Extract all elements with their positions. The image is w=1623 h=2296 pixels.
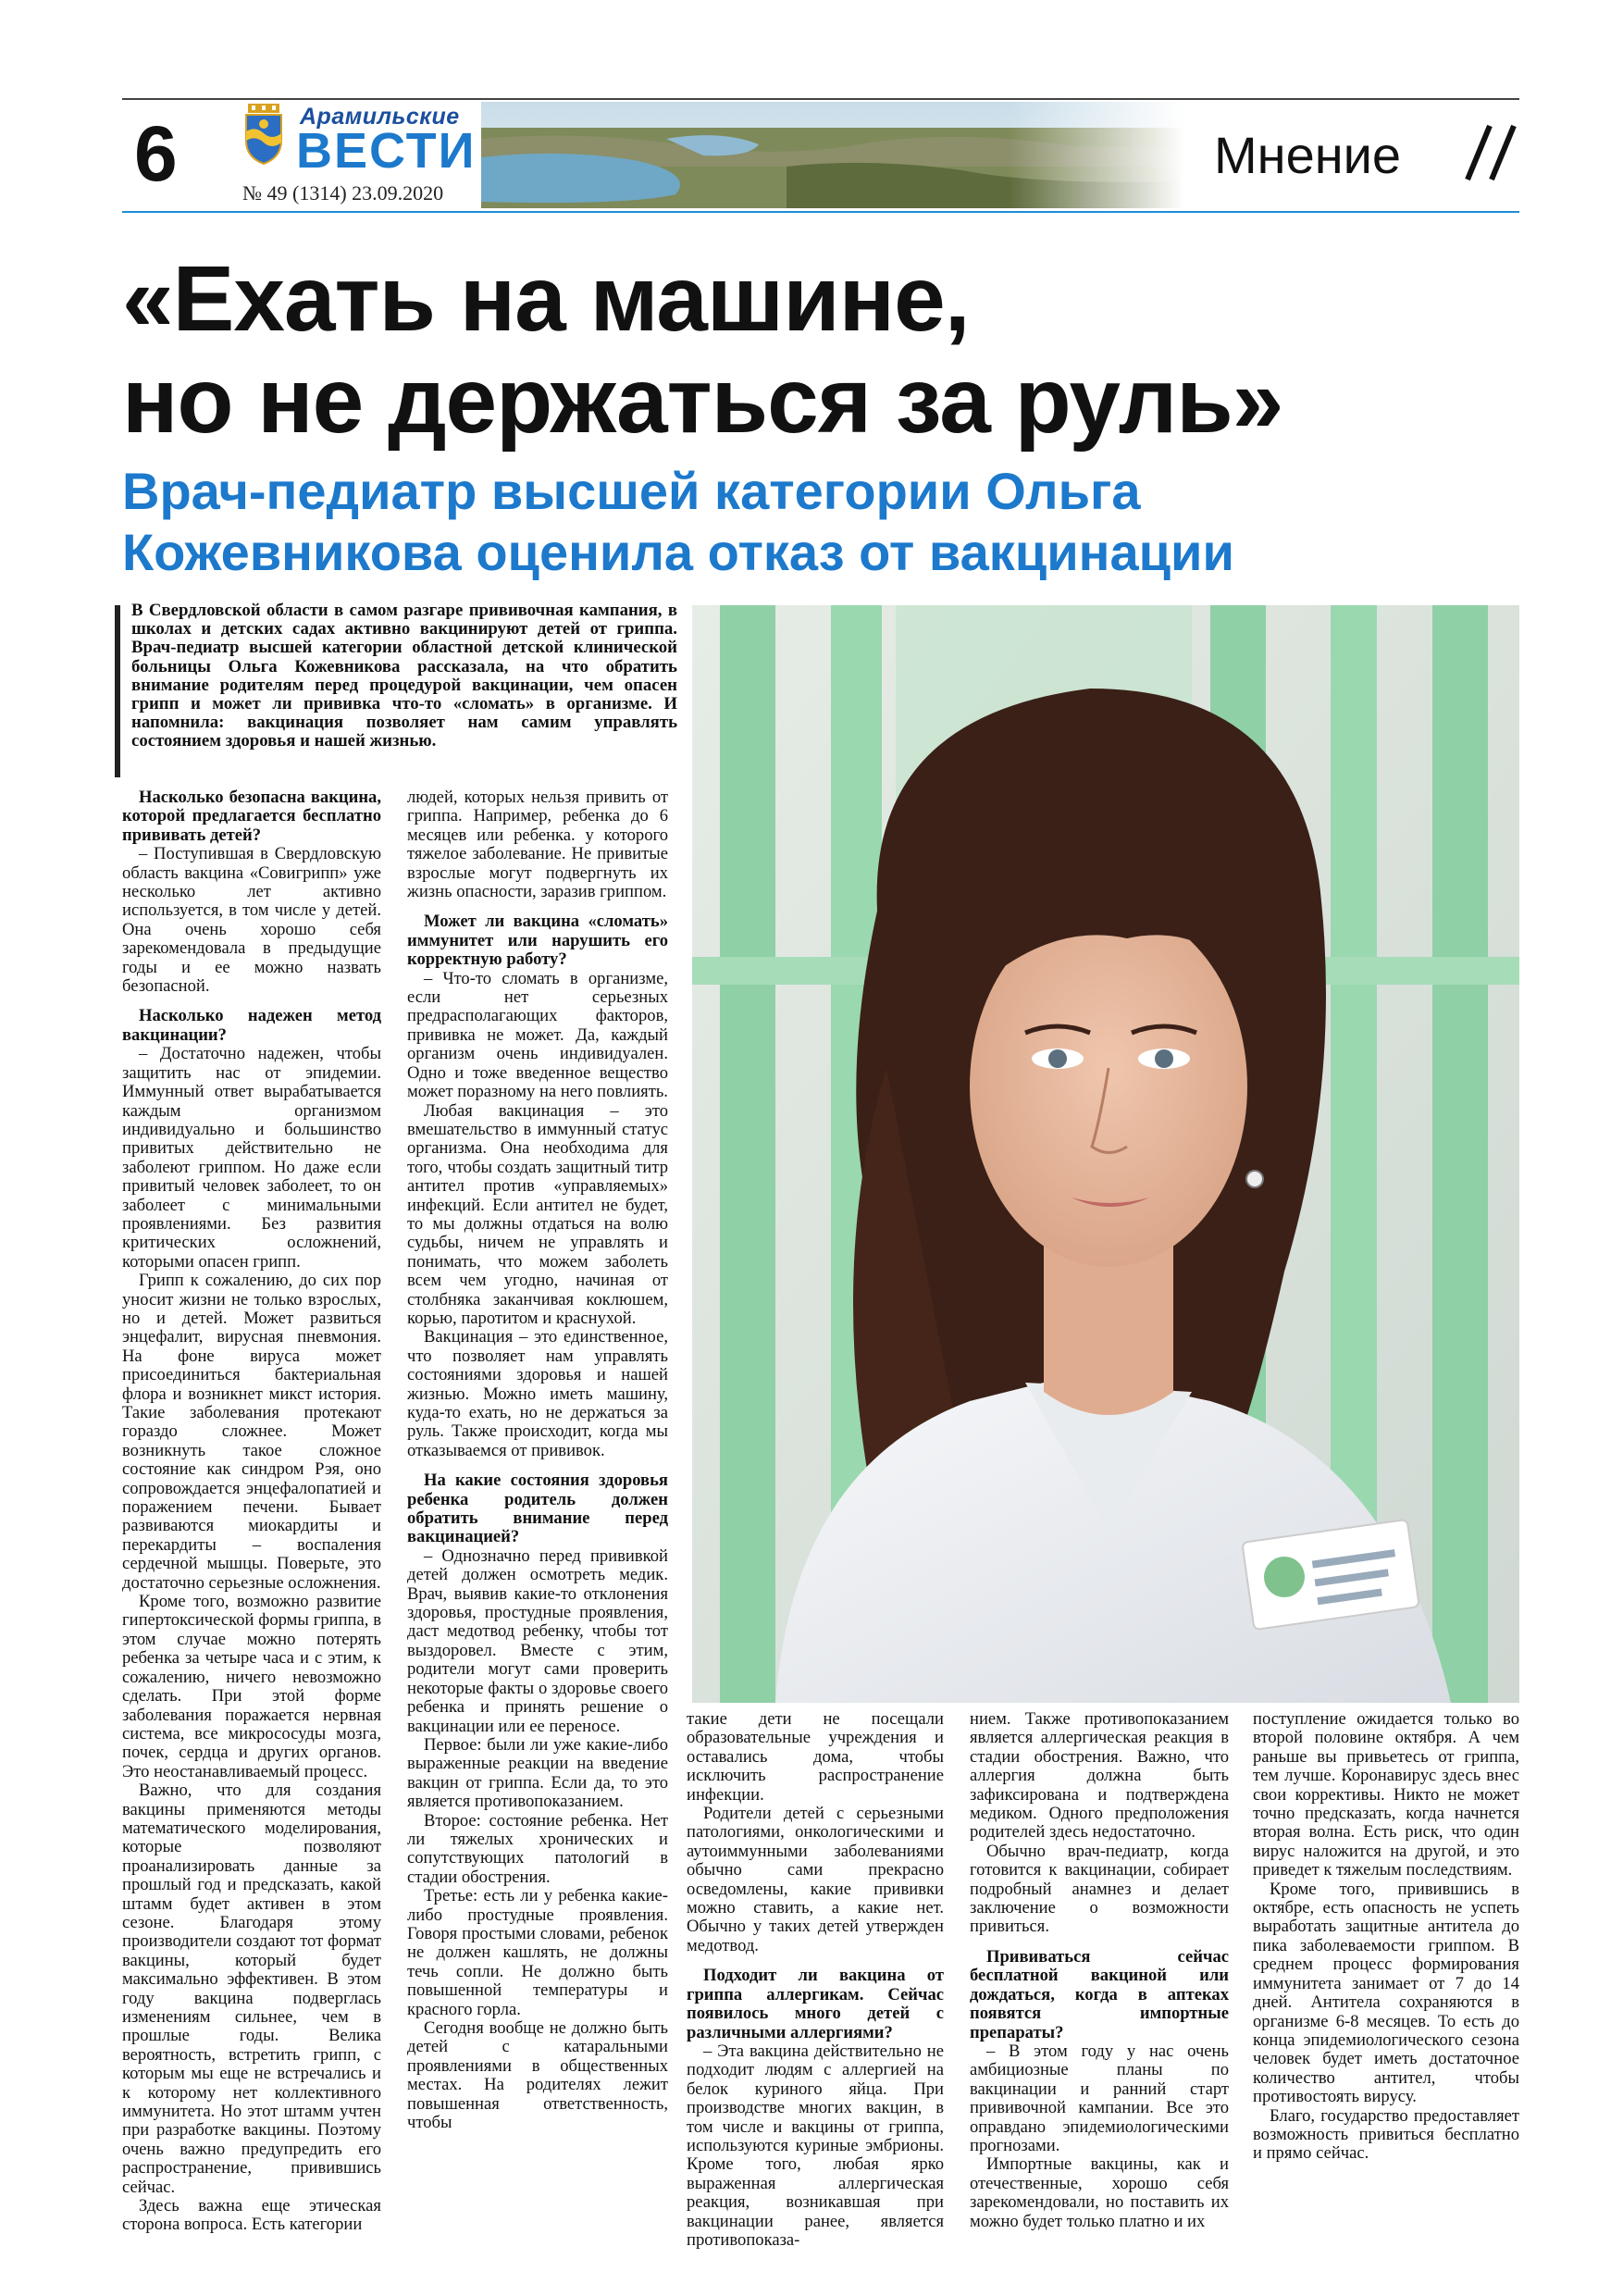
paragraph: Здесь важна еще этическая сторона вопроса. Есть категории xyxy=(122,2196,381,2235)
header-top-rule xyxy=(122,98,1519,100)
subheadline xyxy=(122,461,1529,583)
paragraph: – Эта вакцина действительно не подходит людям с аллергией на белок куриного яйца. При производстве многих вакцин, в том числе и вакцины от гриппа, используются куриные эмбрионы. Кроме того, любая ярко выраженная аллергическая реакция, возникавшая при вакцинации ранее, является противопоказа- xyxy=(687,2041,944,2250)
section-title: Мнение xyxy=(1214,126,1402,184)
paragraph: поступление ожидается только во второй половине октября. А чем раньше вы привьетесь от гриппа, тем лучше. Коронавирус здесь внес свои коррективы. Никто не может точно предсказать, когда начнется вторая волна. Есть риск, что один вирус наложится на другой, и это приведет к тяжелым последствиям. xyxy=(1253,1710,1519,1880)
paragraph: Благо, государство предоставляет возможность привиться бесплатно и прямо сейчас. xyxy=(1253,2105,1519,2164)
lead-paragraph: В Свердловской области в самом разгаре прививочная кампания, в школах и детских садах активно вакцинируют детей от гриппа. Врач-педиатр высшей категории областной детской клинической больницы Ольга Кожевникова рассказала, на что обратить внимание родителям перед процедурой вакцинации, чем опасен грипп и может ли прививка что-то «сломать» в организме. И напомнила: вакцинация позволяет нам самим управлять состоянием здоровья и нашей жизнью. xyxy=(131,601,677,751)
lead-accent-bar xyxy=(115,605,120,777)
question-heading: Насколько безопасна вакцина, которой предлагается бесплатно прививать детей? xyxy=(122,788,381,845)
article-column-5 xyxy=(1253,1710,1519,2260)
question-heading: Насколько надежен метод вакцинации? xyxy=(122,1006,381,1045)
newspaper-brand-top: Арамильские xyxy=(300,104,460,130)
subheadline-line-1: Врач-педиатр высшей категории Ольга xyxy=(122,462,1141,520)
paragraph: Родители детей с серьезными патологиями, онкологическими и аутоиммунными заболеваниями обычно сами прекрасно осведомлены, какие прививки можно ставить, а какие нет. Обычно у таких детей утвержден медотвод. xyxy=(687,1804,944,1955)
issue-number-date: № 49 (1314) 23.09.2020 xyxy=(242,181,444,205)
paragraph: Кроме того, возможно развитие гипертоксической формы гриппа, в этом случае можно потерять ребенка за четыре часа и с этим, к сожалению, ничего невозможно сделать. При этой форме заболевания поражается нервная система, все микрососуды мозга, почек, сердца и других органов. Это неостанавливаемый процесс. xyxy=(122,1592,381,1781)
subheadline-line-2: Кожевникова оценила отказ от вакцинации xyxy=(122,523,1234,581)
article-column-1 xyxy=(122,788,381,2260)
paragraph: Сегодня вообще не должно быть детей с катаральными проявлениями в общественных местах. На родителях лежит повышенная ответственность, чтобы xyxy=(407,2018,668,2133)
paragraph: – Что-то сломать в организме, если нет серьезных предрасполагающих факторов, прививка не может. Да, каждый организм очень индивидуален. Одно и тоже введенное вещество может поразному на него повлиять. xyxy=(407,968,668,1102)
paragraph: нием. Также противопоказанием является аллергическая реакция в стадии обострения. Важно, что аллергия должна быть зафиксирована и подтверждена медиком. Одного предположения родителей здесь недостаточно. xyxy=(970,1710,1229,1843)
paragraph: – В этом году у нас очень амбициозные планы по вакцинации и ранний старт прививочной кампании. Все это оправдано эпидемиологическими прогнозами. xyxy=(970,2041,1229,2155)
paragraph: – Достаточно надежен, чтобы защитить нас от эпидемии. Иммунный ответ вырабатывается каждым организмом индивидуально и большинство привитых действительно не заболеют гриппом. Но даже если привитый человек заболеет, то он заболеет с минимальными проявлениями. Без развития критических осложнений, которыми опасен грипп. xyxy=(122,1044,381,1272)
paragraph: людей, которых нельзя привить от гриппа. Например, ребенка до 6 месяцев или ребенка. у которого тяжелое заболевание. Не привитые взрослые могут подвергнуть их жизнь опасности, заразив гриппом. xyxy=(407,788,668,902)
paragraph: Третье: есть ли у ребенка какие-либо простудные проявления. Говоря простыми словами, ребенок не должен кашлять, не должны течь сопли. Не должно быть повышенной температуры и красного горла. xyxy=(407,1886,668,2019)
headline-line-2: но не держаться за руль» xyxy=(122,349,1283,453)
paragraph: Второе: состояние ребенка. Нет ли тяжелых хронических и сопутствующих патологий в стадии обострения. xyxy=(407,1810,668,1887)
newspaper-brand-name: ВЕСТИ xyxy=(296,123,477,179)
paragraph: Любая вакцинация – это вмешательство в иммунный статус организма. Она необходима для того, чтобы создать защитный титр антител против «управляемых» инфекций. Если антител не будет, то мы должны отдаться на волю судьбы, ничем не управлять и понимать, что можем заболеть всем чем угодно, начиная от столбняка заканчивая коклюшем, корью, паротитом и краснухой. xyxy=(407,1100,668,1328)
paragraph: такие дети не посещали образовательные учреждения и оставались дома, чтобы исключить распространение инфекции. xyxy=(687,1710,944,1805)
portrait-photo xyxy=(692,605,1519,1703)
header-bottom-rule xyxy=(122,211,1519,213)
question-heading: На какие состояния здоровья ребенка родитель должен обратить внимание перед вакцинацией? xyxy=(407,1471,668,1547)
question-heading: Может ли вакцина «сломать» иммунитет или нарушить его корректную работу? xyxy=(407,912,668,970)
paragraph: Кроме того, привившись в октябре, есть опасность не успеть выработать защитные антитела до пика заболеваемости гриппом. В среднем процесс формирования иммунитета занимает от 7 до 14 дней. Антитела сохраняются в организме 6-8 месяцев. То есть до конца эпидемиологического сезона человек будет иметь достаточное количество антител, чтобы противостоять вирусу. xyxy=(1253,1879,1519,2107)
paragraph: – Поступившая в Свердловскую область вакцина «Совигрипп» уже несколько лет активно используется, в том числе у детей. Она очень хорошо себя зарекомендовала в предыдущие годы и ее можно назвать безопасной. xyxy=(122,844,381,997)
paragraph: Обычно врач-педиатр, когда готовится к вакцинации, собирает подробный анамнез и делает заключение о возможности привиться. xyxy=(970,1841,1229,1937)
paragraph: Важно, что для создания вакцины применяются методы математического моделирования, которые позволяют проанализировать данные за прошлый год и предсказать, какой штамм будет активен в этом сезоне. Благодаря этому производители создают тот формат вакцины, который будет максимально эффективен. В этом году вакцина подверглась изменениям сильнее, чем в прошлые годы. Велика вероятность, встретить грипп, с которым мы еще не встречались и к которому нет коллективного иммунитета. Но этот штамм учтен при разработке вакцины. Поэтому очень важно предупредить его распространение, привившись сейчас. xyxy=(122,1781,381,2197)
paragraph: Вакцинация – это единственное, что позволяет нам управлять состояниями здоровья и нашей жизнью. Можно иметь машину, куда-то ехать, но не держаться за руль. Также происходит, когда мы отказываемся от прививок. xyxy=(407,1327,668,1460)
paragraph: Грипп к сожалению, до сих пор уносит жизни не только взрослых, но и детей. Может развиться энцефалит, вирусная пневмония. На фоне вируса может присоединиться бактериальная флора и возникнет микст история. Такие заболевания протекают гораздо сложнее. Может возникнуть такое сложное состояние как синдром Рэя, оно сопровождается энцефалопатией и поражением печени. Бывает развиваются миокардиты и перекардиты – воспаления сердечной мышцы. Поверьте, это достаточно серьезные осложнения. xyxy=(122,1271,381,1593)
headline xyxy=(122,248,1529,452)
page-number: 6 xyxy=(134,110,178,197)
paragraph: Первое: были ли уже какие-либо выраженные реакции на введение вакцин от гриппа. Если да, то это является противопоказанием. xyxy=(407,1734,668,1812)
coat-of-arms-icon xyxy=(242,104,285,165)
paragraph: Импортные вакцины, как и отечественные, хорошо себя зарекомендовали, но поставить их можно будет только платно и их xyxy=(970,2154,1229,2231)
article-column-4 xyxy=(970,1710,1229,2260)
paragraph: – Однозначно перед прививкой детей должен осмотреть медик. Врач, выявив какие-то отклонения здоровья, простудные проявления, даст медотвод ребенку, чтобы тот выздоровел. Вместе с этим, родители могут сами проверить некоторые факты о здоровье своего ребенка и принять решение о вакцинации или ее переносе. xyxy=(407,1545,668,1736)
question-heading: Подходит ли вакцина от гриппа аллергикам. Сейчас появилось много детей с различными аллергиями? xyxy=(687,1966,944,2042)
article-column-3 xyxy=(687,1710,944,2260)
header-landscape-photo xyxy=(481,102,1184,208)
question-heading: Прививаться сейчас бесплатной вакциной или дождаться, когда в аптеках появятся импортные препараты? xyxy=(970,1946,1229,2042)
double-slash-icon xyxy=(1462,120,1518,185)
headline-line-1: «Ехать на машине, xyxy=(122,247,970,351)
article-column-2 xyxy=(407,788,668,2260)
